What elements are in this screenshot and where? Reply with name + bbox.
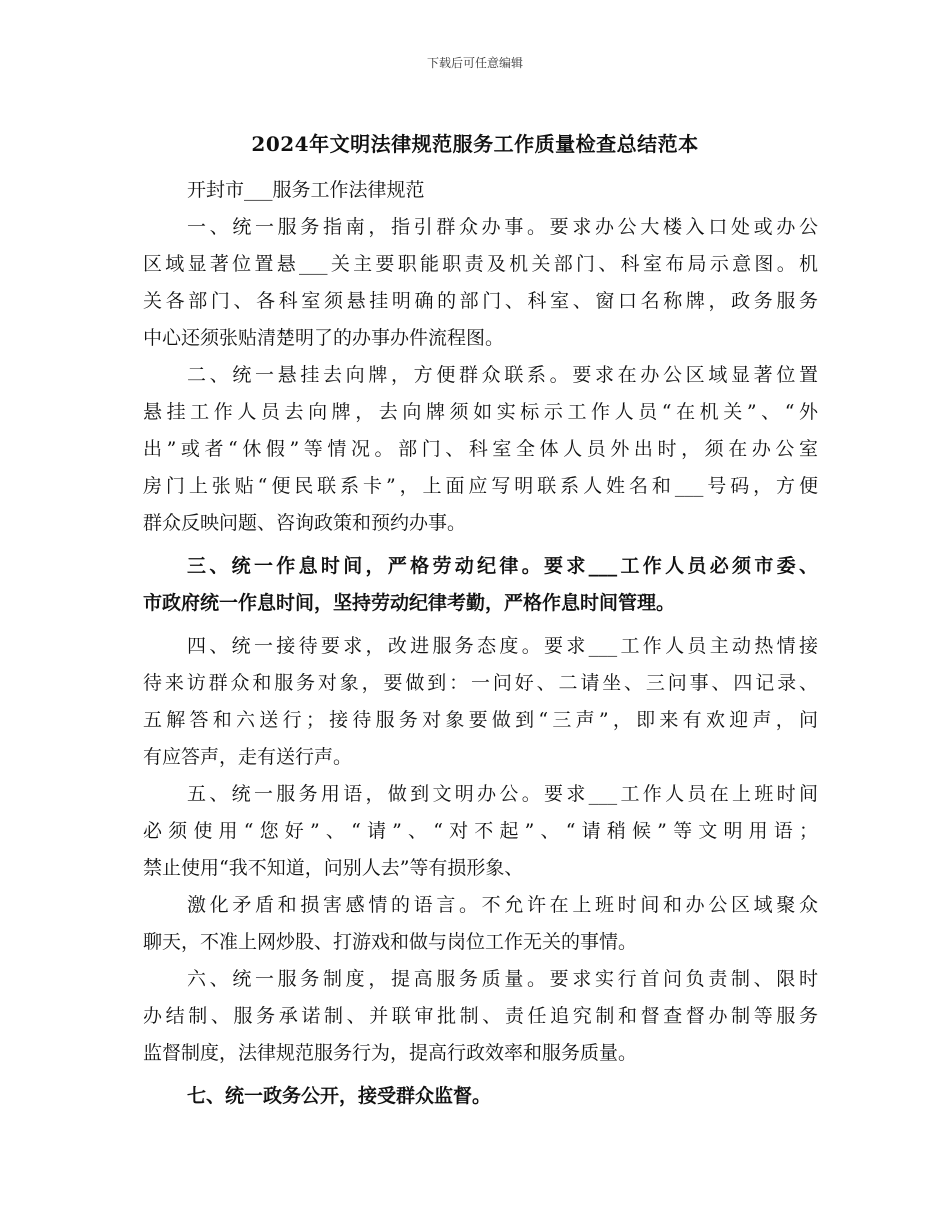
paragraph	[143, 961, 818, 1072]
paragraph	[143, 887, 818, 961]
text-line: 出”或者“休假”等情况。部门、科室全体人员外出时，须在办公室	[143, 438, 818, 460]
paragraph	[143, 776, 818, 887]
text-line: 待来访群众和服务对象，要做到：一问好、二请坐、三问事、四记录、	[143, 672, 818, 694]
text-line: 五解答和六送行；接待服务对象要做到“三声”，即来有欢迎声，问	[143, 709, 818, 731]
page-header: 下载后可任意编辑	[426, 56, 523, 70]
text-line: 七、统一政务公开，接受群众监督。	[187, 1085, 492, 1107]
paragraph	[143, 172, 818, 209]
text-line: 五、统一服务用语，做到文明办公。要求___工作人员在上班时间	[187, 783, 818, 805]
text-line: 房门上张贴“便民联系卡”，上面应写明联系人姓名和___号码，方便	[143, 475, 818, 497]
text-line: 激化矛盾和损害感情的语言。不允许在上班时间和办公区域聚众	[187, 894, 818, 916]
text-line: 必须使用“您好”、“请”、“对不起”、“请稍候”等文明用语；	[143, 820, 818, 842]
text-line: 聊天，不准上网炒股、打游戏和做与岗位工作无关的事情。	[143, 931, 638, 953]
text-line: 六、统一服务制度，提高服务质量。要求实行首问负责制、限时	[187, 968, 818, 990]
text-line: 群众反映问题、咨询政策和预约办事。	[143, 512, 467, 534]
text-line: 中心还须张贴清楚明了的办事办件流程图。	[143, 327, 505, 349]
text-line: 办结制、服务承诺制、并联审批制、责任追究制和督查督办制等服务	[143, 1005, 818, 1027]
document-title: 2024年文明法律规范服务工作质量检查总结范本	[251, 132, 699, 156]
text-line: 有应答声，走有送行声。	[143, 746, 353, 768]
text-line: 区域显著位置悬___关主要职能职责及机关部门、科室布局示意图。机	[143, 253, 818, 275]
text-line: 监督制度，法律规范服务行为，提高行政效率和服务质量。	[143, 1042, 638, 1064]
paragraph	[143, 209, 818, 357]
text-line: 市政府统一作息时间，坚持劳动纪律考勤，严格作息时间管理。	[143, 592, 676, 614]
text-line: 四、统一接待要求，改进服务态度。要求___工作人员主动热情接	[187, 635, 818, 657]
text-line: 悬挂工作人员去向牌，去向牌须如实标示工作人员“在机关”、“外	[143, 401, 818, 423]
paragraph	[143, 628, 818, 776]
text-line: 三、统一作息时间，严格劳动纪律。要求___工作人员必须市委、	[187, 555, 818, 577]
text-line: 一、统一服务指南，指引群众办事。要求办公大楼入口处或办公	[187, 216, 818, 238]
text-line: 开封市___服务工作法律规范	[187, 179, 425, 201]
paragraph	[143, 548, 818, 622]
paragraph	[143, 357, 818, 542]
text-line: 二、统一悬挂去向牌，方便群众联系。要求在办公区域显著位置	[187, 364, 818, 386]
text-line: 禁止使用“我不知道，问别人去”等有损形象、	[143, 857, 524, 879]
text-line: 关各部门、各科室须悬挂明确的部门、科室、窗口名称牌，政务服务	[143, 290, 818, 312]
document-body	[143, 172, 818, 1115]
paragraph	[143, 1078, 818, 1115]
